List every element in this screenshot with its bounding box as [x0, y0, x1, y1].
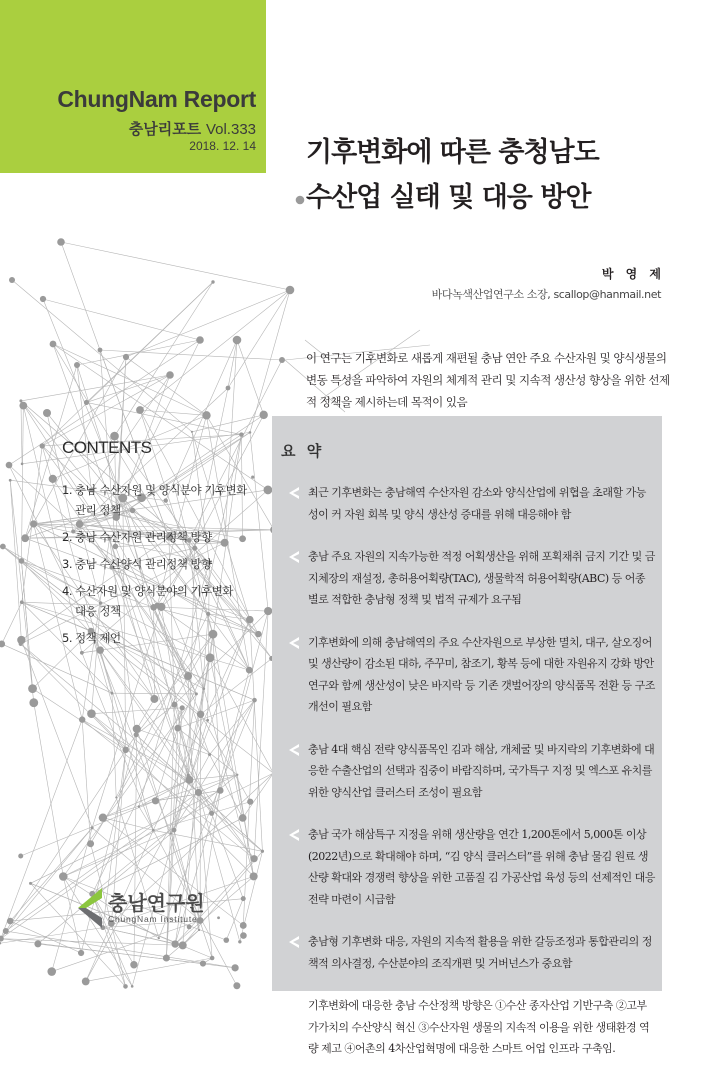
contents-item-label: 충남 수산자원 및 양식분야 기후변화 [75, 483, 247, 497]
author-affiliation: 바다녹색산업연구소 소장, scallop@hanmail.net [432, 286, 661, 302]
report-volume [129, 118, 256, 139]
chevron-left-icon [289, 744, 299, 756]
contents-item [62, 527, 247, 547]
contents-item-label-continued: 대응 정책 [62, 601, 247, 621]
summary-item-text: 충남형 기후변화 대응, 자원의 지속적 활용을 위한 갈등조정과 통합관리의 정책적 의사결정, 수산분야의 조직개편 및 거버넌스가 중요함 [308, 935, 652, 970]
table-of-contents [62, 438, 247, 655]
contents-item-number: 2. [62, 527, 75, 547]
report-brand: ChungNam Report [57, 86, 256, 113]
summary-item-text: 충남 국가 해삼특구 지정을 위해 생산량을 연간 1,200톤에서 5,000톤 이상(2022년)으로 확대해야 하며, “김 양식 클러스터”를 위해 충남 물김 원료 생산량 확대와 경쟁력 향상을 위한 고품질 김 가공산업 육성 등의 선제적인 대응 전략 마련이 시급함 [308, 828, 655, 906]
summary-item [285, 482, 655, 525]
title-line-2: 수산업 실태 및 대응 방안 [306, 175, 599, 220]
author-block [432, 265, 661, 302]
contents-item [62, 628, 247, 648]
summary-item [285, 995, 655, 1060]
summary-heading: 요 약 [281, 440, 324, 461]
institute-name-en: ChungNam Institute [108, 914, 205, 924]
summary-item-text: 충남 주요 자원의 지속가능한 적정 어획생산을 위해 포획채취 금지 기간 및 금지체장의 재설정, 총허용어획량(TAC), 생물학적 허용어획량(ABC) 등 어종별로 적합한 충남형 정책 및 법적 규제가 요구됨 [308, 550, 655, 606]
summary-item [285, 546, 655, 611]
abstract-text: 이 연구는 기후변화로 새롭게 재편될 충남 연안 주요 수산자원 및 양식생물의 변동 특성을 파악하여 자원의 체계적 관리 및 지속적 생산성 향상을 위한 선제적 정책을 제시하는데 목적이 있음 [306, 347, 678, 413]
series-name: 충남리포트 [129, 120, 201, 138]
contents-item-label: 수산자원 및 양식분야의 기후변화 [75, 584, 233, 598]
title-line-1: 기후변화에 따른 충청남도 [306, 130, 599, 175]
institute-logo-mark-icon [78, 888, 102, 928]
publication-date: 2018. 12. 14 [189, 139, 256, 153]
chevron-left-icon [289, 487, 299, 499]
summary-item [285, 632, 655, 718]
summary-item-text: 기후변화에 의해 충남해역의 주요 수산자원으로 부상한 멸치, 대구, 살오징어 및 생산량이 감소된 대하, 주꾸미, 참조기, 황복 등에 대한 자원유지 강화 방안 연구와 함께 생산성이 낮은 바지락 등 기존 갯벌어장의 양식품목 전환 등 구조개선이 필요함 [308, 636, 655, 714]
contents-item-number: 5. [62, 628, 75, 648]
chevron-left-icon [289, 936, 299, 948]
contents-item-number: 3. [62, 554, 75, 574]
summary-item [285, 739, 655, 804]
summary-item [285, 931, 655, 974]
volume-number: Vol.333 [206, 121, 256, 138]
contents-item [62, 480, 247, 520]
contents-item-label: 충남 수산자원 관리정책 방향 [75, 530, 212, 544]
contents-item-number: 4. [62, 581, 75, 601]
contents-heading: CONTENTS [62, 438, 247, 458]
contents-list [62, 480, 247, 648]
summary-box [272, 416, 662, 991]
contents-item-number: 1. [62, 480, 75, 500]
summary-list [285, 482, 655, 1081]
institute-logo [78, 888, 205, 928]
report-header-block [0, 0, 266, 173]
contents-item [62, 554, 247, 574]
contents-item-label-continued: 관리 정책 [62, 500, 247, 520]
summary-item-text: 기후변화에 대응한 충남 수산정책 방향은 ①수산 종자산업 기반구축 ②고부가가치의 수산양식 혁신 ③수산자원 생물의 지속적 이용을 위한 생태환경 역량 제고 ④어촌의 4차산업혁명에 대응한 스마트 어업 인프라 구축임. [308, 999, 649, 1055]
contents-item [62, 581, 247, 621]
chevron-left-icon [289, 829, 299, 841]
chevron-left-icon [289, 637, 299, 649]
summary-item [285, 824, 655, 910]
contents-item-label: 충남 수산양식 관리정책 방향 [75, 557, 212, 571]
institute-name-ko: 충남연구원 [108, 892, 205, 914]
chevron-left-icon [289, 551, 299, 563]
contents-item-label: 정책 제언 [75, 631, 121, 645]
author-name: 박 영 제 [432, 265, 665, 282]
summary-item-text: 충남 4대 핵심 전략 양식품목인 김과 해삼, 개체굴 및 바지락의 기후변화에 대응한 수출산업의 선택과 집중이 바람직하며, 국가특구 지정 및 엑스포 유치를 위한 양식산업 클러스터 조성이 필요함 [308, 743, 654, 799]
document-title [306, 130, 599, 220]
chevron-left-icon [289, 1000, 299, 1012]
summary-item-text: 최근 기후변화는 충남해역 수산자원 감소와 양식산업에 위협을 초래할 가능성이 커 자원 회복 및 양식 생산성 증대를 위해 대응해야 함 [308, 486, 646, 521]
